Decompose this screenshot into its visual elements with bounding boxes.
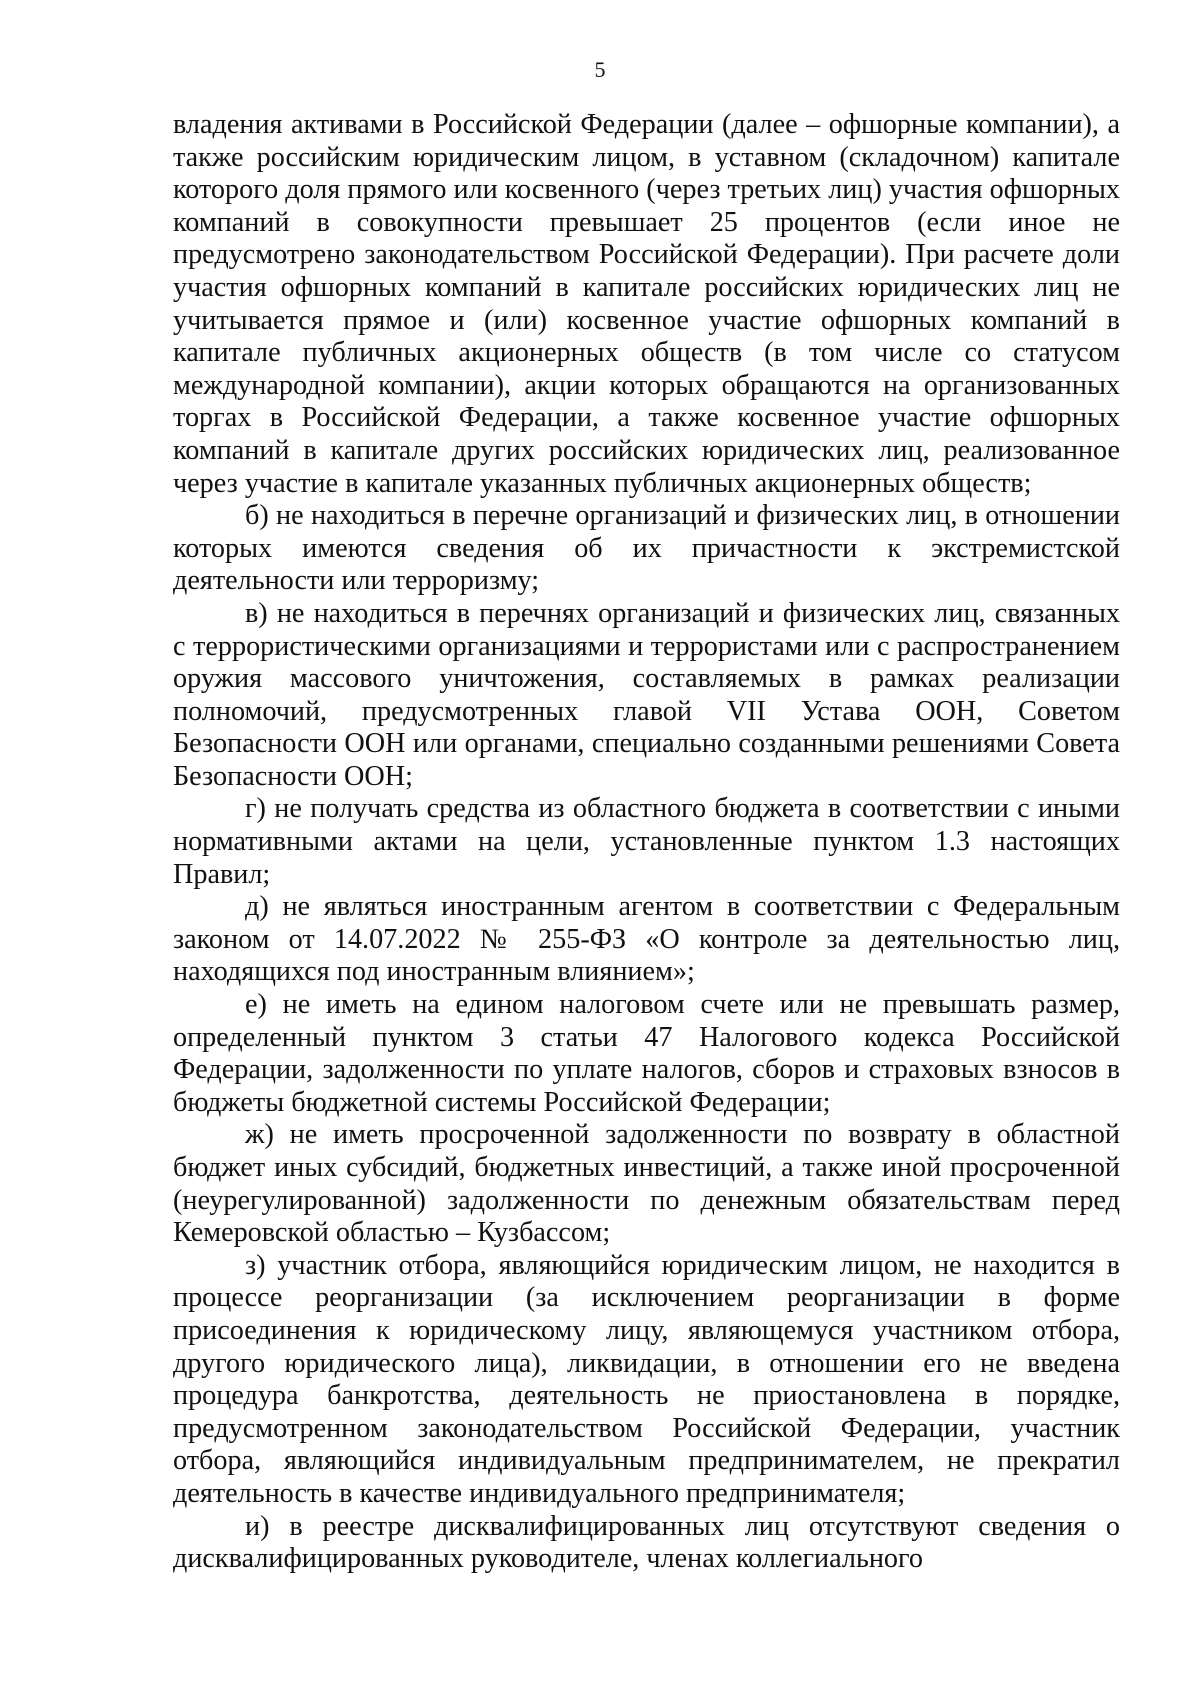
paragraph-item-e: е) не иметь на едином налоговом счете или не превышать размер, определенный пунктом 3 статьи 47 Налогового кодекса Российской Федерации, задолженности по уплате налогов, сборов и страховых взносов в бюджеты бюджетной системы Российской Федерации;: [173, 989, 1120, 1118]
paragraph-item-v: в) не находиться в перечнях организаций и физических лиц, связанных с террористическими организациями и террористами или с распространением оружия массового уничтожения, составляемых в рамках реализации полномочий, предусмотренных главой VII Устава ООН, Советом Безопасности ООН или органами, специально созданными решениями Совета Безопасности ООН;: [173, 597, 1120, 792]
paragraph-item-z: з) участник отбора, являющийся юридическим лицом, не находится в процессе реорганизации (за исключением реорганизации в форме присоединения к юридическому лицу, являющемуся участником отбора, другого юридического лица), ликвидации, в отношении его не введена процедура банкротства, деятельность не приостановлена в порядке, предусмотренном законодательством Российской Федерации, участник отбора, являющийся индивидуальным предпринимателем, не прекратил деятельность в качестве индивидуального предпринимателя;: [173, 1249, 1120, 1509]
paragraph-item-i: и) в реестре дисквалифицированных лиц отсутствуют сведения о дисквалифицированных руководителе, членах коллегиального: [173, 1510, 1120, 1575]
paragraph-item-zh: ж) не иметь просроченной задолженности по возврату в областной бюджет иных субсидий, бюджетных инвестиций, а также иной просроченной (неурегулированной) задолженности по денежным обязательствам перед Кемеровской областью – Кузбассом;: [173, 1119, 1120, 1249]
page-number: 5: [594, 57, 606, 82]
paragraph-item-d: д) не являться иностранным агентом в соответствии с Федеральным законом от 14.07.2022 № 255-ФЗ «О контроле за деятельностью лиц, находящихся под иностранным влиянием»;: [173, 891, 1120, 988]
paragraph-continuation: владения активами в Российской Федерации (далее – офшорные компании), а также российским юридическим лицом, в уставном (складочном) капитале которого доля прямого или косвенного (через третьих лиц) участия офшорных компаний в совокупности превышает 25 процентов (если иное не предусмотрено законодательством Российской Федерации). При расчете доли участия офшорных компаний в капитале российских юридических лиц не учитывается прямое и (или) косвенное участие офшорных компаний в капитале публичных акционерных обществ (в том числе со статусом международной компании), акции которых обращаются на организованных торгах в Российской Федерации, а также косвенное участие офшорных компаний в капитале других российских юридических лиц, реализованное через участие в капитале указанных публичных акционерных обществ;: [173, 109, 1120, 499]
paragraph-item-b: б) не находиться в перечне организаций и физических лиц, в отношении которых имеются сведения об их причастности к экстремистской деятельности или терроризму;: [173, 500, 1120, 597]
paragraph-item-g: г) не получать средства из областного бюджета в соответствии с иными нормативными актами на цели, установленные пунктом 1.3 настоящих Правил;: [173, 793, 1120, 890]
document-body: [173, 109, 1120, 1576]
